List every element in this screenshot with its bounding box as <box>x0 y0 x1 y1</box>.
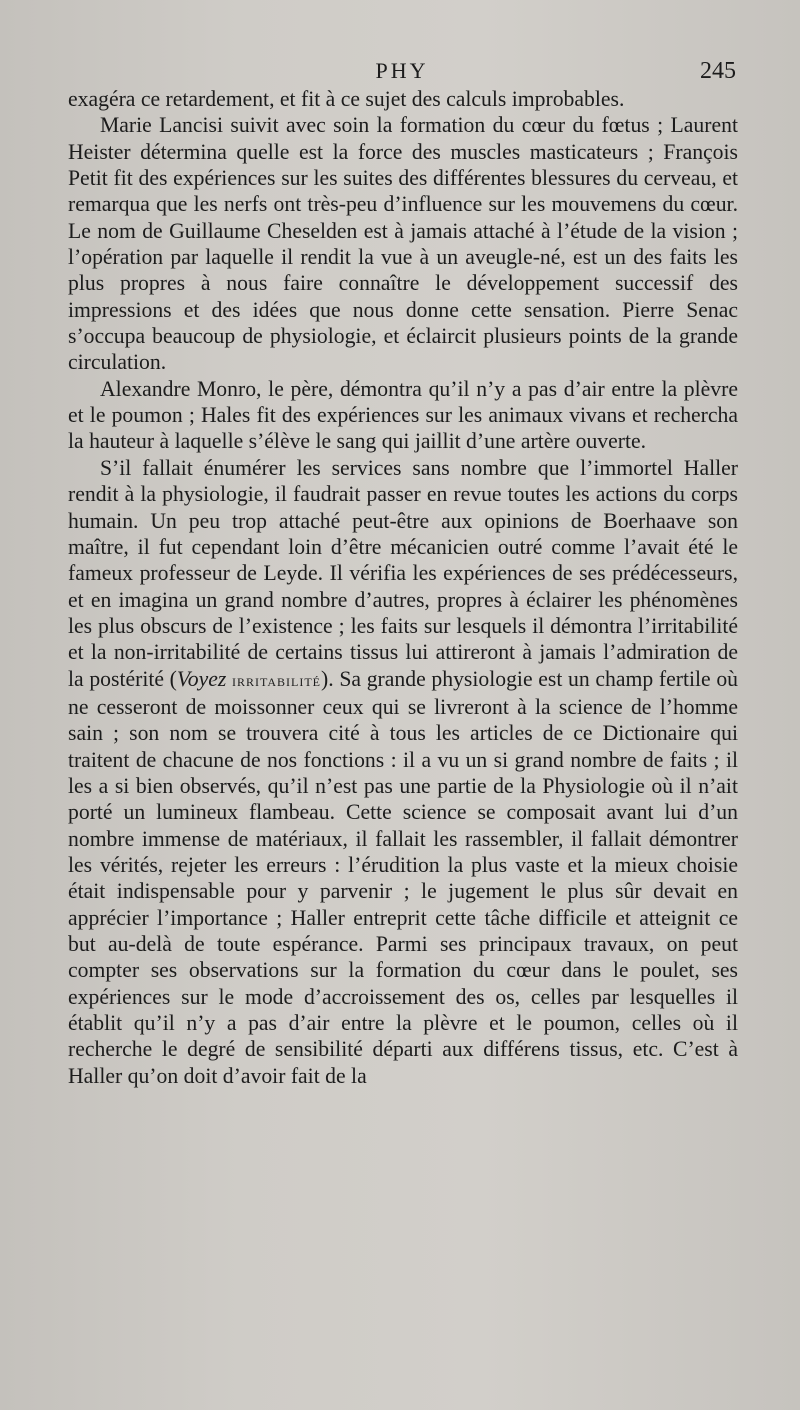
voyez-label: Voyez <box>176 666 227 691</box>
paragraph-4 <box>68 455 738 1089</box>
cross-reference: irritabilité <box>231 670 322 690</box>
paragraph-4-text-end: ). Sa grande physiologie est un champ fertile où ne cesseront de moissonner ceux qui se livreront à la science de l’homme sain ; son nom se trouvera cité à tous les articles de ce Dictionaire qui traitent de chacune de nos fonctions : il a vu un si grand nombre de faits ; il les a si bien observés, qu’il n’est pas une partie de la Physiologie où il n’ait porté un lumineux flambeau. Cette science se composait avant lui d’un nombre immense de matériaux, il fallait les rassembler, il fallait démontrer les vérités, rejeter les erreurs : l’érudition la plus vaste et la mieux choisie était indispensable pour y parvenir ; le jugement le plus sûr devait en apprécier l’importance ; Haller entreprit cette tâche difficile et atteignit ce but au-delà de toute espérance. Parmi ses principaux travaux, on peut compter ses observations sur la formation du cœur dans le poulet, ses expériences sur le mode d’accroissement des os, celles par lesquelles il établit qu’il n’y a pas d’air entre la plèvre et le poumon, celles où il recherche le degré de sensibilité départi aux différens tissus, etc. C’est à Haller qu’on doit d’avoir fait de la <box>68 666 739 1088</box>
paragraph-2: Marie Lancisi suivit avec soin la formation du cœur du fœtus ; Laurent Heister détermina quelle est la force des muscles masticateurs ; François Petit fit des expériences sur les suites des différentes blessures du cerveau, et remarqua que les nerfs ont très-peu d’influence sur les mouvemens du cœur. Le nom de Guillaume Cheselden est à jamais attaché à l’étude de la vision ; l’opération par laquelle il rendit la vue à un aveugle-né, est un des faits les plus propres à nous faire connaître le développement successif des impressions et des idées que nous donne cette sensation. Pierre Senac s’occupa beaucoup de physiologie, et éclaircit plusieurs points de la grande circulation. <box>68 113 738 375</box>
running-head: PHY <box>375 58 429 83</box>
paragraph-3: Alexandre Monro, le père, démontra qu’il n’y a pas d’air entre la plèvre et le poumon ; Hales fit des expériences sur les animaux vivans et rechercha la hauteur à laquelle s’élève le sang qui jaillit d’une artère ouverte. <box>68 376 738 454</box>
paragraph-1: exagéra ce retardement, et fit à ce sujet des calculs improbables. <box>68 87 625 111</box>
body-text <box>68 86 738 1089</box>
page-number: 245 <box>700 58 736 84</box>
page-header <box>68 58 736 88</box>
paragraph-4-text-start: S’il fallait énumérer les services sans nombre que l’immortel Haller rendit à la physiologie, il faudrait passer en revue toutes les actions du corps humain. Un peu trop attaché peut-être aux opinions de Boerhaave son maître, il fut cependant loin d’être mécanicien outré comme l’avait été le fameux professeur de Leyde. Il vérifia les expériences de ses prédécesseurs, et en imagina un grand nombre d’autres, propres à éclairer les phénomènes les plus obscurs de l’existence ; les faits sur lesquels il démontra l’irritabilité et la non-irritabilité de certains tissus lui attireront à jamais l’admiration de la postérité ( <box>68 455 738 691</box>
